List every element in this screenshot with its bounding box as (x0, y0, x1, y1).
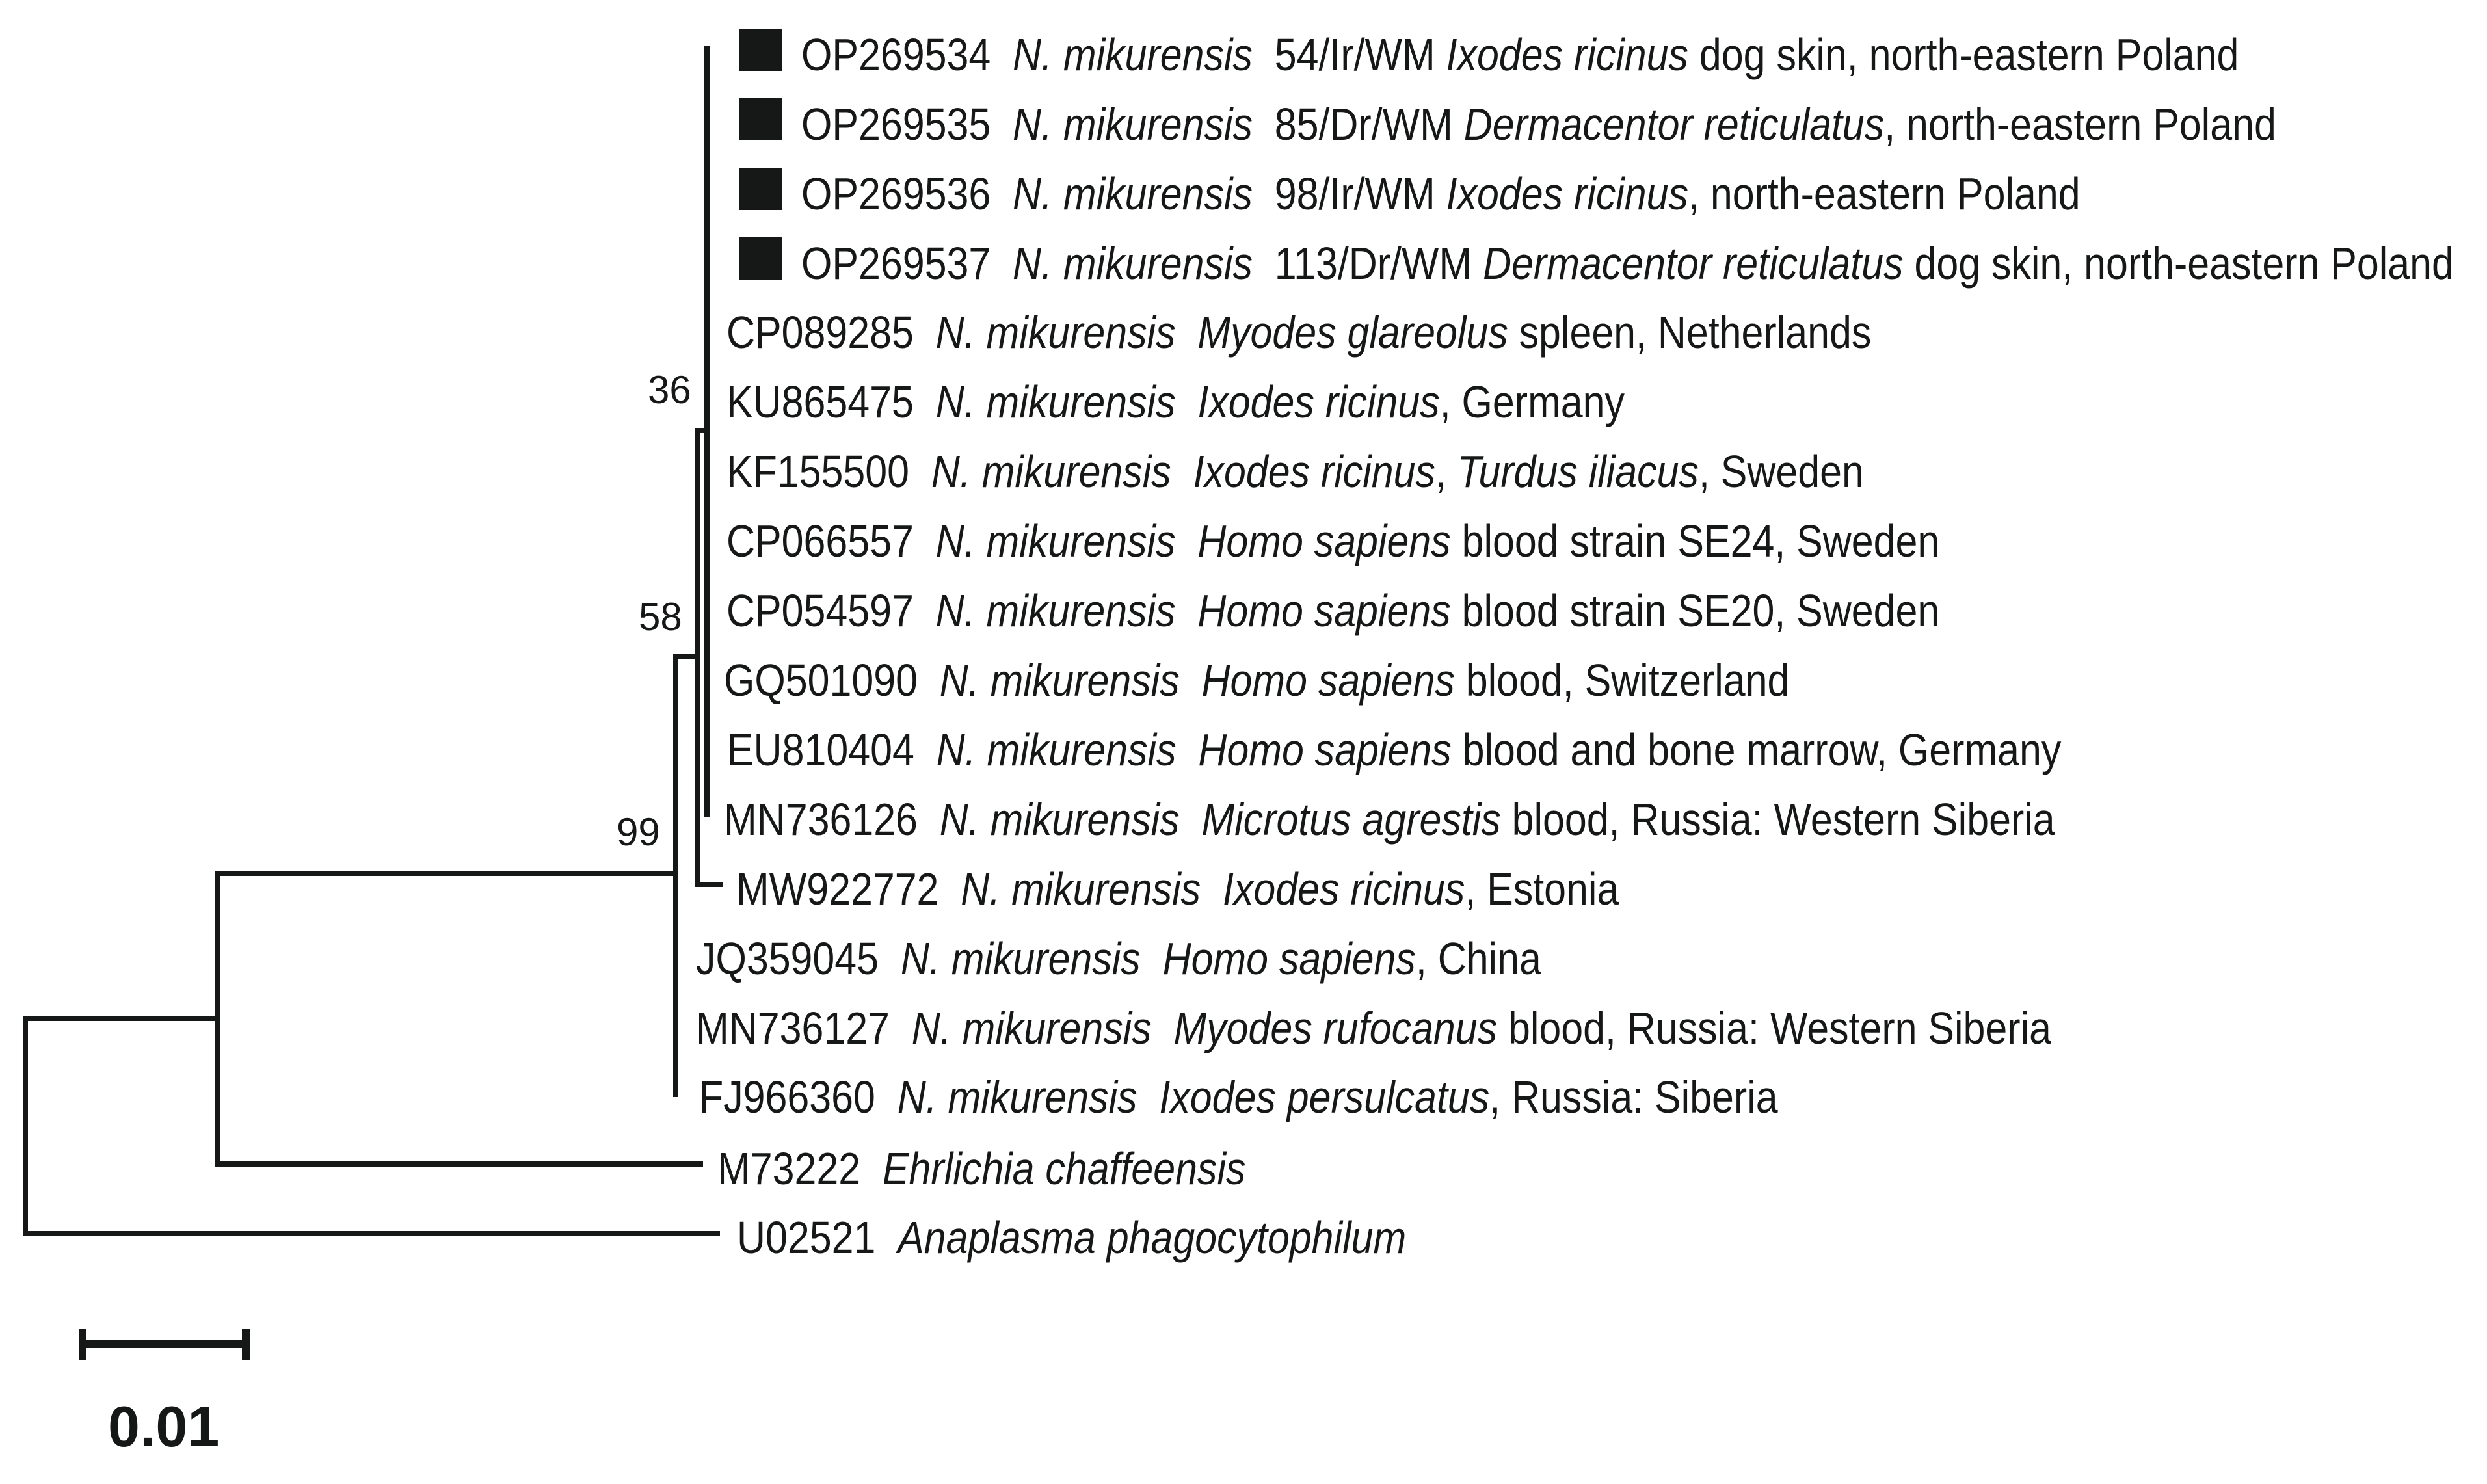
taxon-name: N. mikurensis (936, 724, 1177, 775)
taxon-name: N. mikurensis (931, 446, 1171, 497)
leaf-label (726, 585, 1940, 636)
leaf-description: , China (1415, 933, 1541, 984)
taxon-name: N. mikurensis (1013, 99, 1253, 150)
leaf-description (1201, 864, 1223, 914)
study-sequence-marker-icon (739, 29, 782, 71)
leaf-description (1176, 377, 1198, 427)
leaf-description: blood, Russia: Western Siberia (1500, 794, 2055, 845)
leaf-description: 113/Dr/WM (1252, 238, 1483, 289)
bootstrap-label-36: 36 (648, 368, 691, 412)
taxon-name: N. mikurensis (897, 1072, 1137, 1122)
leaf-label (717, 1143, 1246, 1194)
leaf-description: dog skin, north-eastern Poland (1688, 29, 2239, 80)
leaf-label (801, 99, 2276, 150)
leaf-description: , Germany (1439, 377, 1625, 427)
leaf-description (1180, 655, 1202, 706)
leaf-label (726, 518, 1939, 564)
taxon-name: N. mikurensis (935, 516, 1176, 566)
accession-number: CP066557 (726, 516, 936, 566)
leaf-description: blood strain SE24, Sweden (1450, 516, 1940, 566)
accession-number: MN736127 (696, 1003, 912, 1053)
taxon-name: Myodes glareolus (1197, 307, 1508, 358)
accession-number: OP269536 (801, 168, 1013, 219)
taxon-name: N. mikurensis (900, 933, 1141, 984)
taxon-name: Homo sapiens (1162, 933, 1416, 984)
leaf-description: blood, Switzerland (1454, 655, 1790, 706)
leaf-description (1177, 724, 1199, 775)
taxon-name: N. mikurensis (935, 377, 1176, 427)
taxon-name: Ixodes ricinus (1222, 864, 1465, 914)
leaf-label (724, 794, 2055, 845)
taxon-name: Homo sapiens (1197, 585, 1451, 636)
taxon-name: Dermacentor reticulatus (1463, 99, 1885, 150)
taxon-name: Microtus agrestis (1201, 794, 1501, 845)
leaf-description (1176, 585, 1198, 636)
leaf-description (1141, 933, 1163, 984)
leaf-label (726, 307, 1872, 358)
accession-number: U02521 (737, 1212, 898, 1263)
taxon-name: N. mikurensis (935, 585, 1176, 636)
taxon-name: Dermacentor reticulatus (1483, 238, 1904, 289)
accession-number: OP269534 (801, 29, 1013, 80)
taxon-name: Myodes rufocanus (1173, 1003, 1498, 1053)
accession-number: JQ359045 (696, 933, 901, 984)
leaf-description (1152, 1003, 1174, 1053)
accession-number: GQ501090 (724, 655, 940, 706)
leaf-description (1176, 516, 1198, 566)
leaf-label (726, 379, 1625, 425)
taxon-name: Turdus iliacus (1457, 446, 1699, 497)
taxon-name: Ixodes ricinus (1446, 29, 1688, 80)
accession-number: MN736126 (724, 794, 940, 845)
accession-number: MW922772 (736, 864, 961, 914)
study-sequence-marker-icon (739, 98, 782, 140)
bootstrap-label-58: 58 (639, 595, 682, 639)
leaf-description: , Estonia (1465, 864, 1619, 914)
leaf-description: , north-eastern Poland (1884, 99, 2276, 150)
leaf-label (737, 1212, 1407, 1263)
leaf-label (736, 866, 1619, 912)
taxon-name: N. mikurensis (1013, 168, 1253, 219)
leaf-label (696, 1005, 2051, 1051)
accession-number: OP269535 (801, 99, 1013, 150)
leaf-description (1171, 446, 1193, 497)
leaf-label (727, 724, 2062, 775)
scale-bar (79, 1329, 249, 1360)
accession-number: CP089285 (726, 307, 936, 358)
taxon-name: Ixodes ricinus (1193, 446, 1435, 497)
accession-number: KU865475 (726, 377, 936, 427)
scale-bar-label: 0.01 (108, 1394, 220, 1459)
accession-number: M73222 (717, 1143, 883, 1194)
taxon-name: Homo sapiens (1197, 516, 1451, 566)
accession-number: EU810404 (727, 724, 937, 775)
leaf-description: , north-eastern Poland (1688, 168, 2081, 219)
leaf-description: blood and bone marrow, Germany (1451, 724, 2062, 775)
bootstrap-label-99: 99 (617, 810, 660, 854)
leaf-label (699, 1074, 1778, 1120)
leaf-description (1137, 1072, 1160, 1122)
study-sequence-marker-icon (739, 237, 782, 280)
accession-number: KF155500 (726, 446, 931, 497)
leaf-description: 98/Ir/WM (1252, 168, 1446, 219)
study-sequence-marker-icon (739, 168, 782, 210)
leaf-label (724, 655, 1790, 706)
leaf-description: blood, Russia: Western Siberia (1497, 1003, 2051, 1053)
taxon-name: N. mikurensis (911, 1003, 1152, 1053)
taxon-name: Ixodes ricinus (1197, 377, 1440, 427)
leaf-label (696, 933, 1541, 984)
leaf-description: dog skin, north-eastern Poland (1903, 238, 2454, 289)
taxon-name: Ehrlichia chaffeensis (882, 1143, 1246, 1194)
taxon-name: N. mikurensis (961, 864, 1201, 914)
taxon-name: N. mikurensis (1013, 29, 1253, 80)
leaf-label (801, 238, 2454, 289)
leaf-description: 54/Ir/WM (1252, 29, 1446, 80)
leaf-description (1180, 794, 1202, 845)
taxon-name: N. mikurensis (935, 307, 1176, 358)
taxon-name: Ixodes persulcatus (1159, 1072, 1490, 1122)
leaf-description: spleen, Netherlands (1508, 307, 1872, 358)
leaf-description: blood strain SE20, Sweden (1450, 585, 1940, 636)
leaf-description: 85/Dr/WM (1252, 99, 1464, 150)
taxon-name: Anaplasma phagocytophilum (898, 1212, 1407, 1263)
leaf-description (1176, 307, 1198, 358)
taxon-name: N. mikurensis (939, 794, 1180, 845)
leaf-label (801, 168, 2081, 219)
leaf-description: , (1435, 446, 1457, 497)
leaf-description: , Russia: Siberia (1489, 1072, 1778, 1122)
taxon-name: Homo sapiens (1201, 655, 1455, 706)
taxon-name: Ixodes ricinus (1446, 168, 1688, 219)
leaf-description: , Sweden (1698, 446, 1864, 497)
taxon-name: Homo sapiens (1198, 724, 1452, 775)
leaf-label (801, 29, 2239, 80)
accession-number: CP054597 (726, 585, 936, 636)
accession-number: OP269537 (801, 238, 1013, 289)
leaf-label (726, 446, 1864, 497)
taxon-name: N. mikurensis (939, 655, 1180, 706)
taxon-name: N. mikurensis (1013, 238, 1253, 289)
accession-number: FJ966360 (699, 1072, 898, 1122)
